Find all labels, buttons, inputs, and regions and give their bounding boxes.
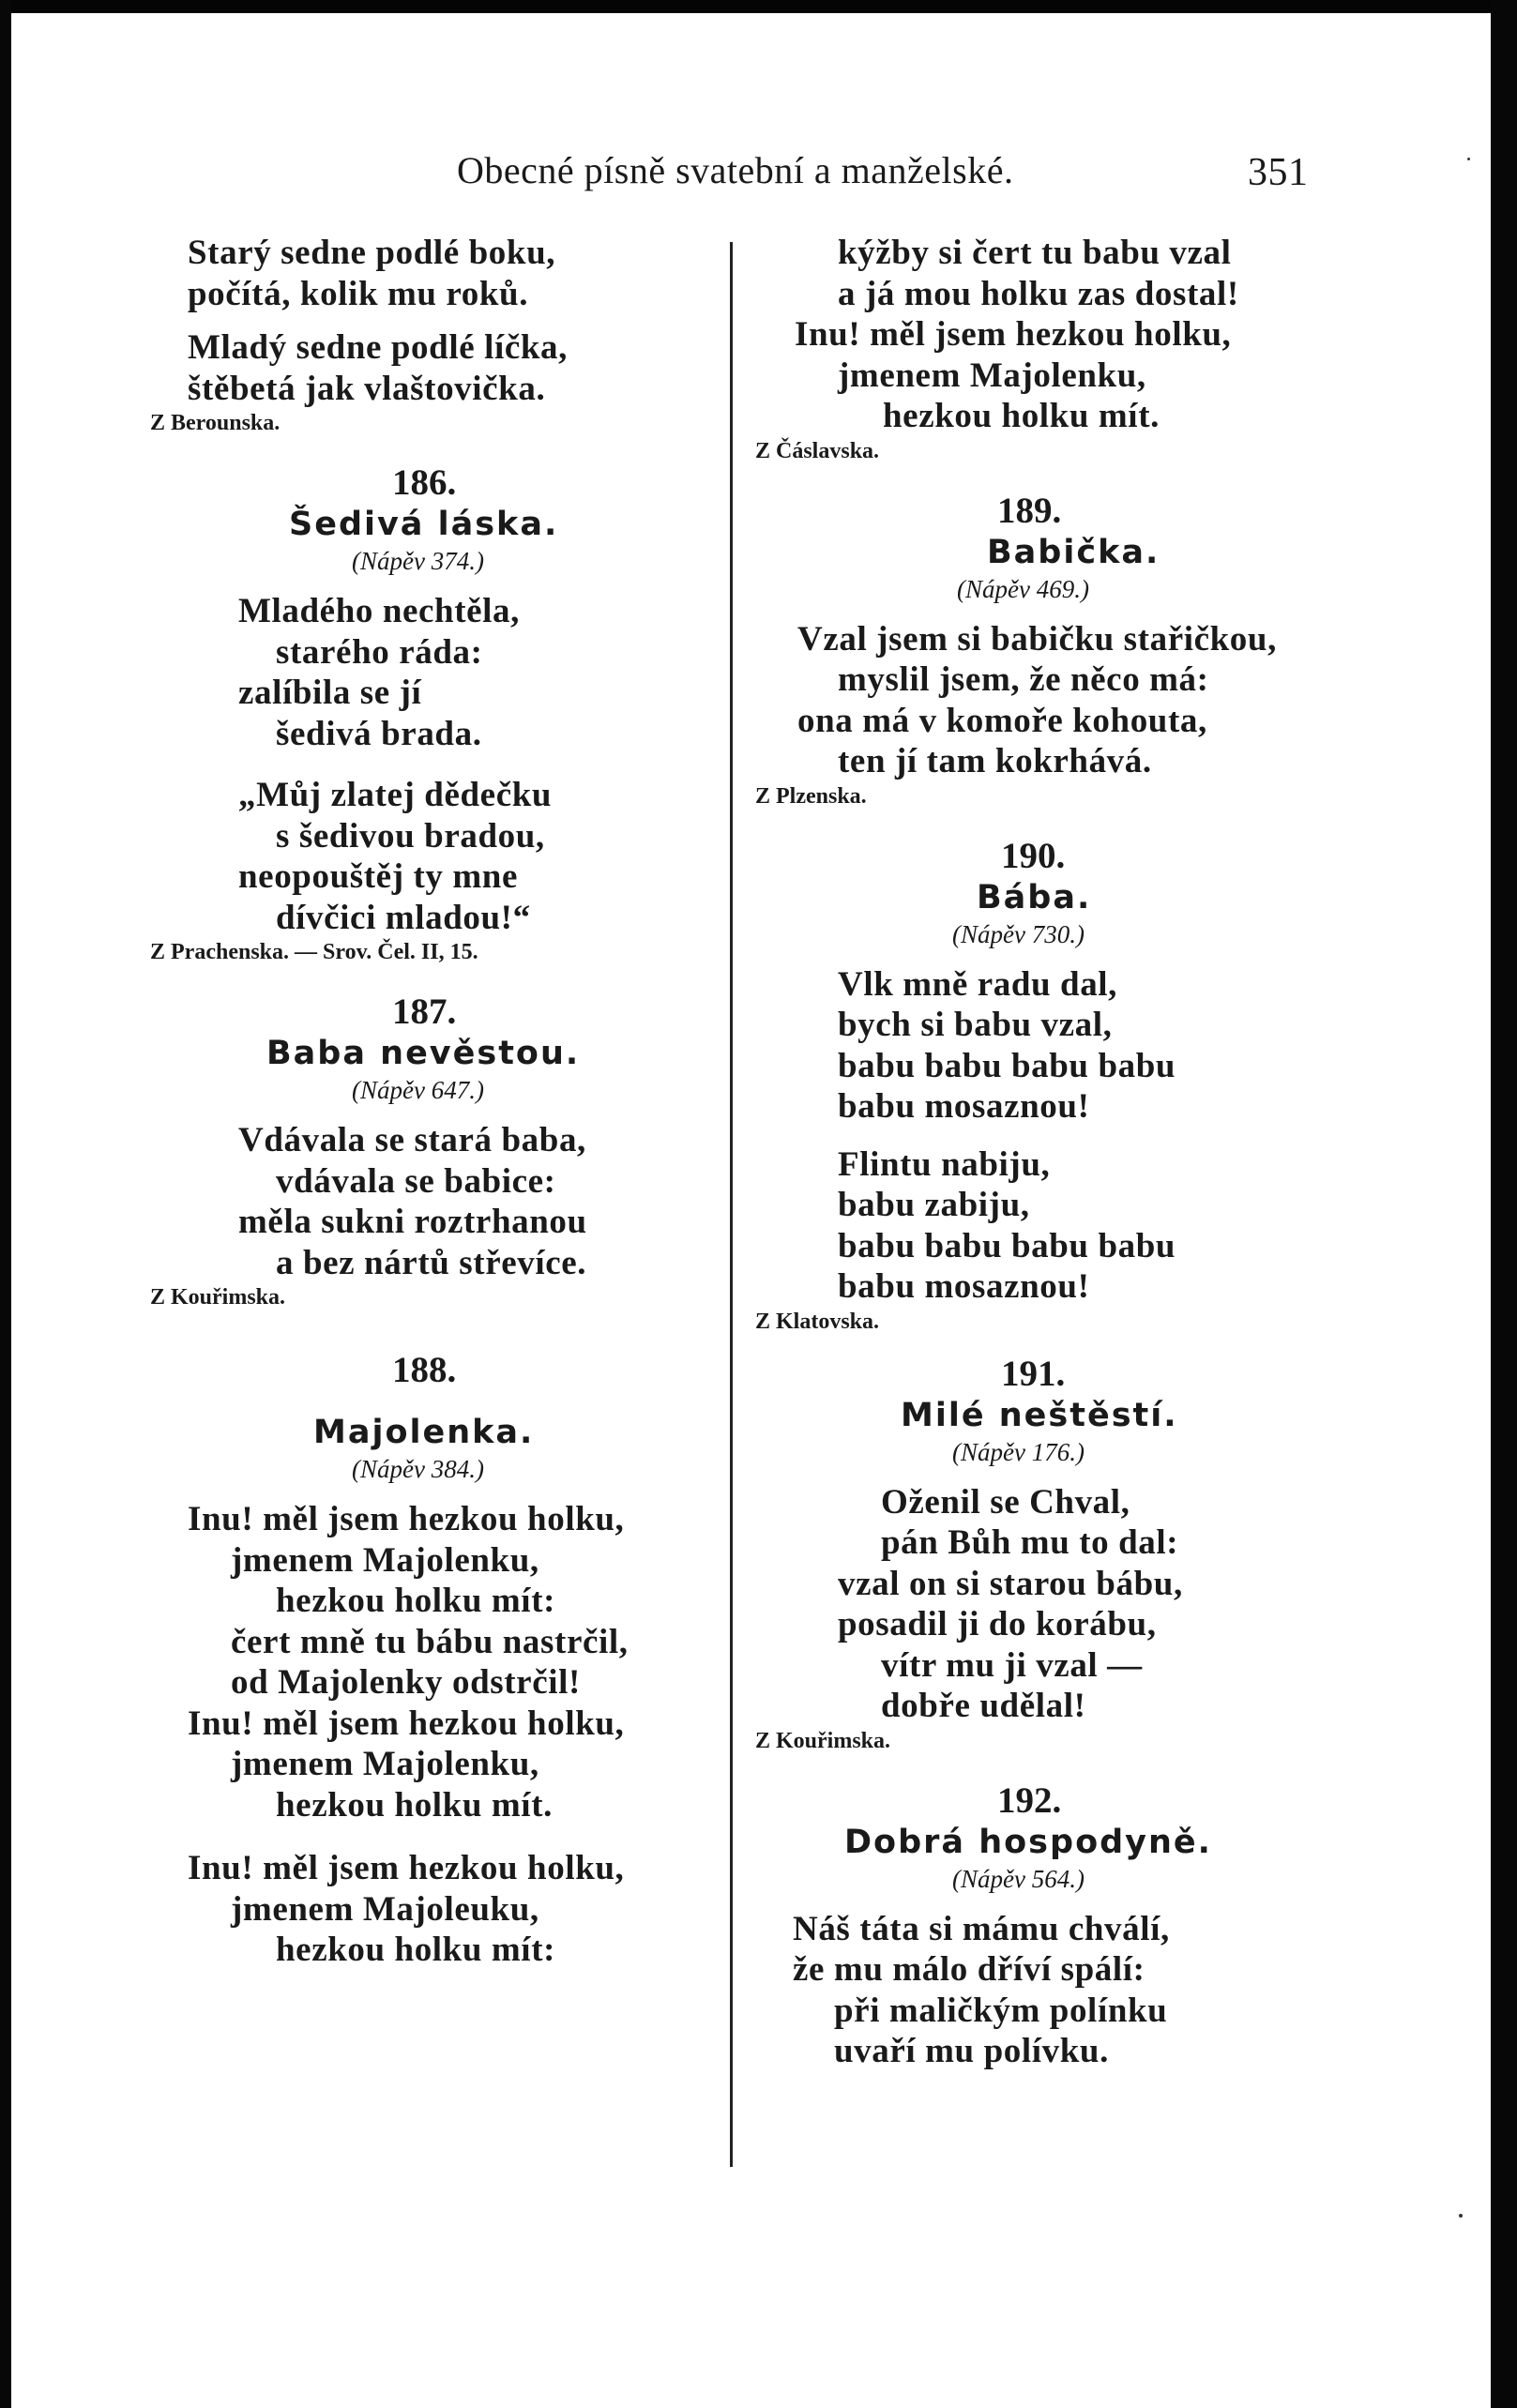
verse-line: myslil jsem, že něco má: <box>838 660 1209 699</box>
verse-line: Starý sedne podlé boku, <box>188 234 556 272</box>
verse-line: šedivá brada. <box>276 714 482 753</box>
page-number: 351 <box>1248 151 1309 194</box>
print-speck <box>1467 158 1470 160</box>
left-column <box>150 233 675 1971</box>
verse-line: Inu! měl jsem hezkou holku, <box>188 1704 625 1743</box>
tune-reference: (Nápěv 374.) <box>352 547 484 575</box>
print-speck <box>1459 2214 1463 2218</box>
verse-line: s šedivou bradou, <box>276 816 545 856</box>
verse-line: Inu! měl jsem hezkou holku, <box>188 1500 625 1538</box>
verse-line: hezkou holku mít. <box>276 1785 553 1825</box>
song-continuation <box>150 233 675 437</box>
source-note: Z Čáslavska. <box>755 438 880 463</box>
source-note: Z Kouřimska. <box>150 1285 286 1310</box>
source-note: Z Prachenska. — Srov. Čel. II, 15. <box>150 940 478 964</box>
verse-line: Inu! měl jsem hezkou holku, <box>795 315 1232 354</box>
verse-line: uvaří mu polívku. <box>834 2032 1109 2070</box>
verse-line: jmenem Majoleuku, <box>231 1889 539 1929</box>
verse-line: dívčici mladou!“ <box>276 898 531 937</box>
song-title: Bába. <box>977 878 1092 916</box>
song-number: 190. <box>1001 835 1066 876</box>
song-number: 192. <box>997 1779 1062 1821</box>
verse-line: jmenem Majolenku, <box>231 1540 539 1580</box>
song-title: Baba nevěstou. <box>266 1035 581 1072</box>
verse-line: dobře udělal! <box>881 1687 1086 1725</box>
song-title: Babička. <box>987 533 1161 571</box>
verse-line: při maličkým polínku <box>834 1991 1168 2030</box>
column-divider <box>730 242 733 2167</box>
source-note: Z Klatovska. <box>755 1309 880 1334</box>
scan-border-top <box>0 0 1517 13</box>
tune-reference: (Nápěv 176.) <box>952 1437 1085 1466</box>
verse-line: ona má v komoře kohouta, <box>797 701 1207 740</box>
verse-line: a já mou holku zas dostal! <box>838 274 1239 313</box>
song-191 <box>755 1353 1281 1755</box>
running-title: Obecné písně svatební a manželské. <box>457 149 1014 191</box>
verse-line: Náš táta si mámu chválí, <box>793 1909 1170 1948</box>
verse-line: posadil ji do korábu, <box>838 1605 1157 1643</box>
verse-line: pán Bůh mu to dal: <box>881 1523 1179 1562</box>
song-192 <box>755 1779 1281 2072</box>
verse-line: ten jí tam kokrhává. <box>838 742 1152 780</box>
verse-line: Vlk mně radu dal, <box>838 964 1118 1004</box>
song-186 <box>150 462 675 966</box>
song-190 <box>755 835 1281 1336</box>
verse-line: starého ráda: <box>276 632 483 672</box>
verse-line: Vdávala se stará baba, <box>238 1121 586 1159</box>
scan-border-right <box>1491 0 1517 2408</box>
tune-reference: (Nápěv 469.) <box>957 574 1089 603</box>
song-187 <box>150 991 675 1311</box>
verse-line: od Majolenky odstrčil! <box>231 1663 581 1702</box>
verse-line: jmenem Majolenku, <box>231 1745 539 1783</box>
source-note: Z Berounska. <box>150 411 281 435</box>
verse-line: „Můj zlatej dědečku <box>238 776 553 814</box>
verse-line: Flintu nabiju, <box>838 1144 1051 1184</box>
verse-line: vdávala se babice: <box>276 1161 556 1201</box>
song-188-continuation <box>755 233 1281 465</box>
verse-line: Vzal jsem si babičku stařičkou, <box>797 619 1277 659</box>
tune-reference: (Nápěv 730.) <box>952 919 1085 948</box>
verse-line: hezkou holku mít: <box>276 1931 556 1969</box>
tune-reference: (Nápěv 564.) <box>952 1864 1085 1893</box>
song-number: 187. <box>392 992 457 1032</box>
song-number: 189. <box>997 490 1062 531</box>
verse-line: hezkou holku mít: <box>276 1582 556 1620</box>
scan-border-left <box>0 0 11 2408</box>
verse-line: babu babu babu babu <box>838 1226 1176 1265</box>
verse-line: Mladého nechtěla, <box>238 592 521 630</box>
verse-line: babu babu babu babu <box>838 1046 1176 1085</box>
song-title: Šedivá láska. <box>289 506 559 543</box>
song-number: 191. <box>1001 1353 1066 1394</box>
verse-line: vzal on si starou bábu, <box>838 1564 1183 1603</box>
song-number: 186. <box>392 462 457 503</box>
tune-reference: (Nápěv 647.) <box>352 1076 484 1104</box>
verse-line: babu zabiju, <box>838 1186 1030 1224</box>
verse-line: a bez nártů střevíce. <box>276 1243 587 1282</box>
verse-line: měla sukni roztrhanou <box>238 1203 587 1241</box>
verse-line: štěbetá jak vlaštovička. <box>188 369 546 408</box>
song-title: Milé neštěstí. <box>901 1396 1178 1434</box>
verse-line: babu mosaznou! <box>838 1087 1090 1126</box>
verse-line: kýžby si čert tu babu vzal <box>838 234 1232 272</box>
song-188 <box>150 1349 675 1971</box>
verse-line: počítá, kolik mu roků. <box>188 274 529 313</box>
verse-line: babu mosaznou! <box>838 1267 1090 1306</box>
song-number: 188. <box>392 1350 457 1390</box>
verse-line: jmenem Majolenku, <box>838 356 1146 395</box>
verse-line: čert mně tu bábu nastrčil, <box>231 1622 629 1661</box>
verse-line: že mu málo dříví spálí: <box>793 1950 1145 1989</box>
verse-line: vítr mu ji vzal — <box>881 1645 1143 1685</box>
verse-line: neopouštěj ty mne <box>238 857 518 896</box>
verse-line: bych si babu vzal, <box>838 1006 1113 1044</box>
source-note: Z Plzenska. <box>755 783 867 809</box>
verse-line: Mladý sedne podlé líčka, <box>188 328 568 367</box>
verse-line: Oženil se Chval, <box>881 1482 1130 1522</box>
song-title: Dobrá hospodyně. <box>844 1823 1212 1861</box>
source-note: Z Kouřimska. <box>755 1728 891 1753</box>
tune-reference: (Nápěv 384.) <box>352 1455 484 1483</box>
song-title: Majolenka. <box>313 1414 535 1451</box>
song-189 <box>755 490 1281 810</box>
verse-line: Inu! měl jsem hezkou holku, <box>188 1849 625 1887</box>
right-column <box>755 233 1281 2072</box>
verse-line: hezkou holku mít. <box>883 397 1160 435</box>
verse-line: zalíbila se jí <box>238 674 422 712</box>
